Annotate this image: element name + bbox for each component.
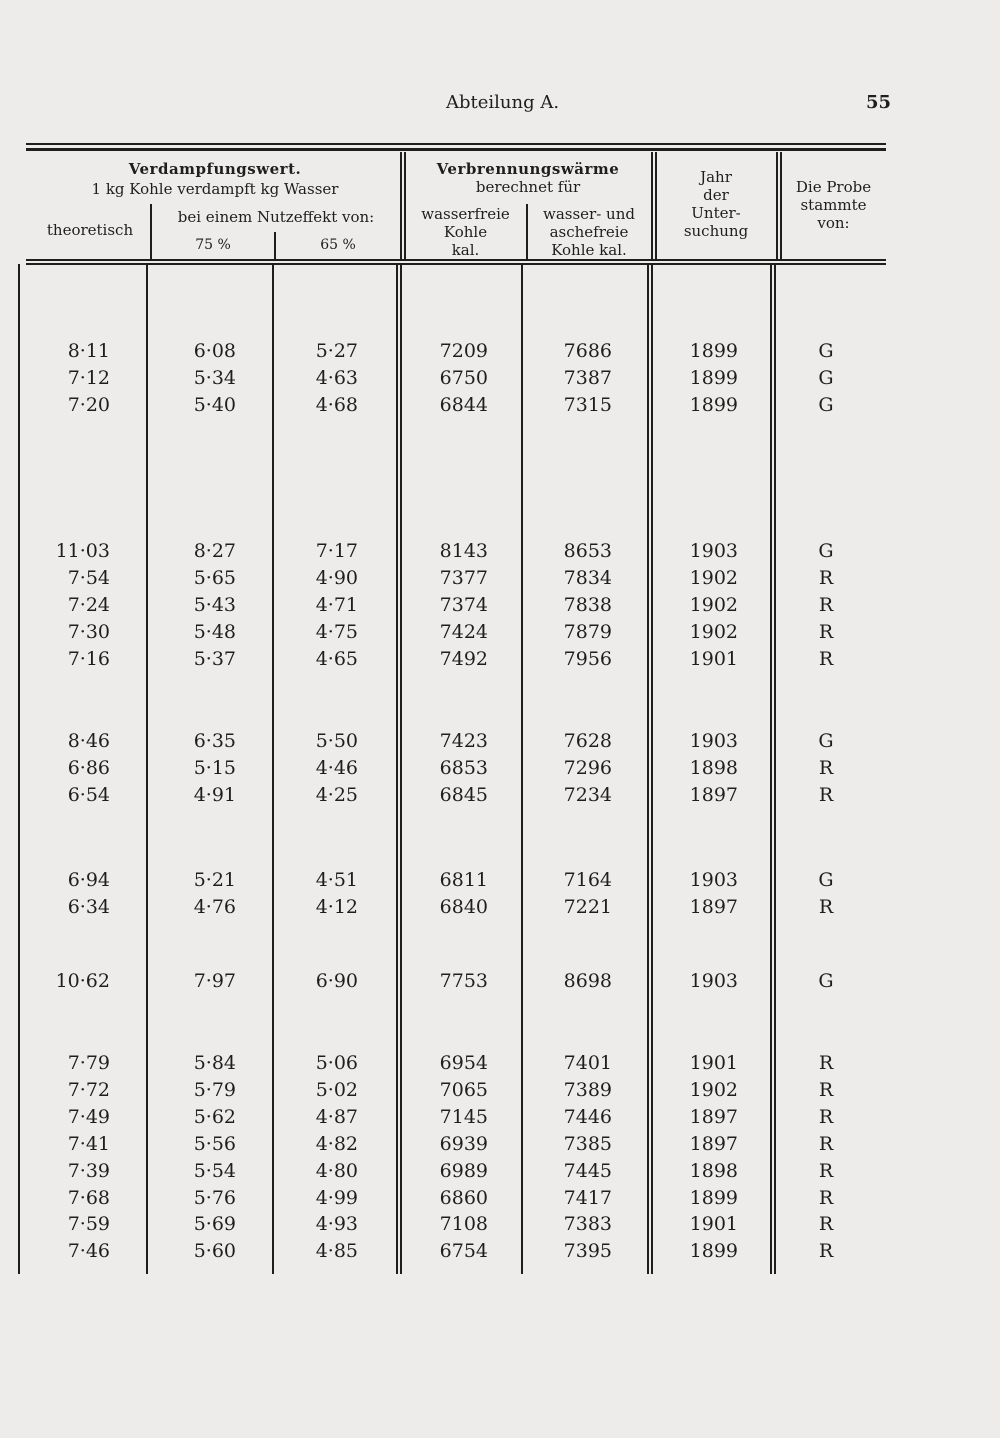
cell-nutz75: 4·91 [193,783,236,806]
cell-nutz65: 4·25 [315,783,358,806]
hdr-vline-5a [651,152,653,260]
group1-title: Verdampfungswert. [128,160,302,178]
cell-nutz75: 5·56 [193,1132,236,1155]
col-wasserfreie: wasserfreie Kohle kal. [421,205,510,259]
cell-probe: R [818,783,834,806]
cell-probe: G [818,730,834,752]
cell-wasserfreie: 7492 [439,647,488,670]
cell-theoretisch: 7·30 [67,620,110,643]
cell-probe: R [818,895,834,918]
cell-nutz75: 4·76 [193,895,236,918]
cell-wasserfreie: 7377 [439,566,488,589]
group2-subtitle: berechnet für [475,178,581,196]
cell-probe: G [818,393,834,416]
cell-aschefreie: 7956 [563,647,612,670]
cell-probe: R [818,620,834,643]
cell-probe: R [818,593,834,616]
cell-nutz75: 5·15 [193,756,236,779]
col-jahr: Jahr der Unter- suchung [683,168,749,240]
cell-wasserfreie: 6853 [439,756,488,779]
cell-aschefreie: 7686 [563,340,612,362]
cell-nutz65: 4·93 [315,1213,358,1236]
cell-aschefreie: 7387 [563,366,612,389]
cell-nutz75: 5·43 [193,593,236,616]
cell-nutz75: 6·08 [193,340,236,362]
cell-aschefreie: 7234 [563,783,612,806]
cell-wasserfreie: 7145 [439,1105,488,1128]
cell-aschefreie: 7221 [563,895,612,918]
cell-nutz65: 4·80 [315,1159,358,1182]
cell-theoretisch: 7·20 [67,393,110,416]
cell-jahr: 1901 [689,647,738,670]
cell-wasserfreie: 7209 [439,340,488,362]
cell-jahr: 1902 [689,593,738,616]
cell-nutz65: 4·65 [315,647,358,670]
cell-theoretisch: 7·68 [67,1186,110,1209]
cell-jahr: 1901 [689,1213,738,1236]
cell-aschefreie: 7389 [563,1078,612,1101]
cell-theoretisch: 7·72 [67,1078,110,1101]
cell-nutz75: 5·34 [193,366,236,389]
cell-jahr: 1897 [689,1132,738,1155]
cell-jahr: 1903 [689,540,738,562]
cell-nutz75: 5·21 [193,869,236,891]
cell-nutz65: 4·63 [315,366,358,389]
cell-jahr: 1902 [689,620,738,643]
cell-jahr: 1903 [689,730,738,752]
cell-probe: R [818,566,834,589]
cell-aschefreie: 8653 [563,540,612,562]
cell-probe: R [818,1078,834,1101]
cell-aschefreie: 7385 [563,1132,612,1155]
cell-nutz75: 5·48 [193,620,236,643]
cell-jahr: 1903 [689,970,738,992]
col-65: 65 % [320,237,356,253]
cell-wasserfreie: 6954 [439,1052,488,1074]
cell-nutz65: 5·02 [315,1078,358,1101]
cell-nutz65: 4·85 [315,1240,358,1263]
cell-wasserfreie: 6754 [439,1240,488,1263]
cell-aschefreie: 7401 [563,1052,612,1074]
cell-wasserfreie: 6860 [439,1186,488,1209]
cell-nutz75: 5·54 [193,1159,236,1182]
cell-jahr: 1902 [689,566,738,589]
cell-nutz65: 4·46 [315,756,358,779]
col-theoretisch: theoretisch [46,221,134,239]
cell-jahr: 1899 [689,340,738,362]
cell-nutz65: 4·68 [315,393,358,416]
cell-theoretisch: 7·59 [67,1213,110,1236]
cell-probe: R [818,1240,834,1263]
cell-jahr: 1898 [689,1159,738,1182]
col-75: 75 % [195,237,231,253]
cell-jahr: 1899 [689,1240,738,1263]
cell-theoretisch: 10·62 [55,970,110,992]
cell-wasserfreie: 6989 [439,1159,488,1182]
top-rule-thin [26,143,886,145]
cell-probe: R [818,647,834,670]
cell-aschefreie: 7315 [563,393,612,416]
cell-theoretisch: 7·54 [67,566,110,589]
cell-nutz75: 5·62 [193,1105,236,1128]
group1-subtitle: 1 kg Kohle verdampft kg Wasser [91,180,339,198]
cell-probe: R [818,1132,834,1155]
hdr-vline-6a [776,152,778,260]
cell-nutz65: 6·90 [315,970,358,992]
cell-theoretisch: 7·16 [67,647,110,670]
cell-probe: G [818,869,834,891]
cell-jahr: 1902 [689,1078,738,1101]
cell-jahr: 1899 [689,1186,738,1209]
cell-theoretisch: 7·79 [67,1052,110,1074]
cell-theoretisch: 8·46 [67,730,110,752]
cell-wasserfreie: 6844 [439,393,488,416]
cell-theoretisch: 7·41 [67,1132,110,1155]
cell-theoretisch: 11·03 [55,540,110,562]
cell-probe: R [818,1213,834,1236]
cell-nutz75: 5·40 [193,393,236,416]
cell-probe: R [818,1105,834,1128]
cell-aschefreie: 7834 [563,566,612,589]
cell-aschefreie: 8698 [563,970,612,992]
cell-aschefreie: 7628 [563,730,612,752]
cell-aschefreie: 7838 [563,593,612,616]
cell-jahr: 1897 [689,1105,738,1128]
cell-wasserfreie: 6750 [439,366,488,389]
cell-nutz75: 5·37 [193,647,236,670]
top-rule-thick [26,148,886,151]
col-nutzeffekt: bei einem Nutzeffekt von: [177,208,375,226]
cell-wasserfreie: 6840 [439,895,488,918]
cell-aschefreie: 7164 [563,869,612,891]
cell-jahr: 1903 [689,869,738,891]
cell-nutz75: 5·84 [193,1052,236,1074]
cell-nutz75: 5·76 [193,1186,236,1209]
cell-theoretisch: 8·11 [67,340,110,362]
cell-probe: R [818,1186,834,1209]
cell-jahr: 1901 [689,1052,738,1074]
page-number: 55 [866,92,892,113]
cell-probe: G [818,540,834,562]
cell-nutz75: 6·35 [193,730,236,752]
col-probe: Die Probe stammte von: [795,178,872,232]
cell-nutz65: 4·75 [315,620,358,643]
cell-nutz75: 8·27 [193,540,236,562]
cell-theoretisch: 7·24 [67,593,110,616]
cell-nutz65: 4·71 [315,593,358,616]
cell-probe: R [818,1052,834,1074]
cell-probe: R [818,1159,834,1182]
cell-wasserfreie: 6939 [439,1132,488,1155]
cell-aschefreie: 7445 [563,1159,612,1182]
cell-wasserfreie: 8143 [439,540,488,562]
cell-nutz65: 4·82 [315,1132,358,1155]
cell-nutz65: 4·90 [315,566,358,589]
header-rule-1 [26,259,886,261]
cell-nutz65: 7·17 [315,540,358,562]
cell-nutz75: 7·97 [193,970,236,992]
cell-aschefreie: 7446 [563,1105,612,1128]
cell-wasserfreie: 7374 [439,593,488,616]
cell-nutz65: 5·06 [315,1052,358,1074]
cell-theoretisch: 7·12 [67,366,110,389]
cell-nutz65: 4·87 [315,1105,358,1128]
cell-aschefreie: 7417 [563,1186,612,1209]
cell-wasserfreie: 7108 [439,1213,488,1236]
body-vline-6b [774,264,776,1274]
cell-nutz65: 5·50 [315,730,358,752]
cell-wasserfreie: 7424 [439,620,488,643]
cell-aschefreie: 7395 [563,1240,612,1263]
body-vline-6a [770,264,772,1274]
cell-nutz75: 5·60 [193,1240,236,1263]
cell-probe: G [818,366,834,389]
cell-jahr: 1899 [689,393,738,416]
cell-jahr: 1899 [689,366,738,389]
cell-jahr: 1898 [689,756,738,779]
cell-theoretisch: 7·46 [67,1240,110,1263]
cell-wasserfreie: 7065 [439,1078,488,1101]
cell-theoretisch: 6·54 [67,783,110,806]
cell-nutz65: 5·27 [315,340,358,362]
cell-nutz75: 5·69 [193,1213,236,1236]
cell-wasserfreie: 6845 [439,783,488,806]
cell-theoretisch: 7·39 [67,1159,110,1182]
cell-nutz65: 4·99 [315,1186,358,1209]
col-aschefreie: wasser- und aschefreie Kohle kal. [543,205,635,259]
cell-nutz75: 5·79 [193,1078,236,1101]
header-rule-2 [26,263,886,265]
cell-wasserfreie: 7423 [439,730,488,752]
cell-aschefreie: 7879 [563,620,612,643]
cell-aschefreie: 7296 [563,756,612,779]
running-title: Abteilung A. [446,92,560,113]
cell-nutz65: 4·51 [315,869,358,891]
cell-wasserfreie: 6811 [439,869,488,891]
cell-theoretisch: 6·86 [67,756,110,779]
group2-title: Verbrennungswärme [436,160,620,178]
cell-aschefreie: 7383 [563,1213,612,1236]
cell-jahr: 1897 [689,895,738,918]
cell-theoretisch: 6·34 [67,895,110,918]
cell-nutz65: 4·12 [315,895,358,918]
cell-nutz75: 5·65 [193,566,236,589]
cell-probe: R [818,756,834,779]
cell-jahr: 1897 [689,783,738,806]
cell-wasserfreie: 7753 [439,970,488,992]
hdr-vline-3a [400,152,402,260]
cell-probe: G [818,340,834,362]
cell-probe: G [818,970,834,992]
cell-theoretisch: 6·94 [67,869,110,891]
cell-theoretisch: 7·49 [67,1105,110,1128]
